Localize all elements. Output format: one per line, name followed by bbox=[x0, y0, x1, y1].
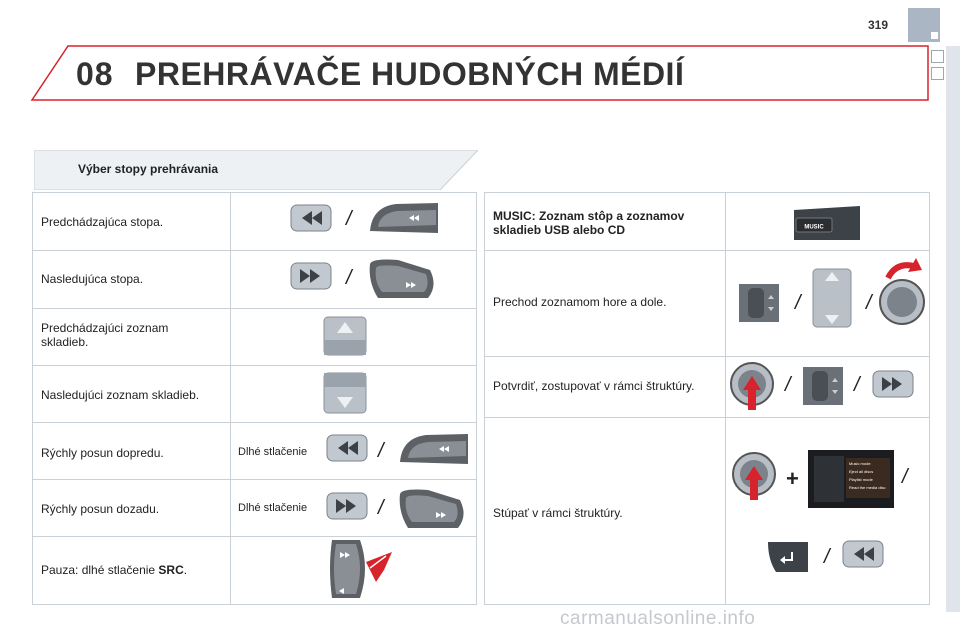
table-row bbox=[485, 193, 929, 251]
row-label: Nasledujúci zoznam skladieb. bbox=[41, 388, 200, 402]
side-index-box bbox=[931, 67, 944, 80]
row-label: Predchádzajúca stopa. bbox=[41, 215, 164, 229]
table-row bbox=[33, 309, 476, 366]
page-number: 319 bbox=[868, 18, 889, 32]
prev-button-icon bbox=[842, 540, 884, 568]
table-row bbox=[33, 537, 476, 605]
side-index-box bbox=[931, 50, 944, 63]
rotary-knob-press-icon bbox=[730, 452, 778, 502]
prev-button-icon bbox=[290, 204, 332, 232]
chapter-title: PREHRÁVAČE HUDOBNÝCH MÉDIÍ bbox=[135, 56, 685, 92]
slash-separator: / bbox=[346, 208, 352, 230]
table-row bbox=[485, 251, 929, 357]
down-arrow-button-icon bbox=[323, 372, 367, 414]
screen-menu-icon bbox=[808, 450, 894, 508]
thumbwheel-icon bbox=[738, 283, 780, 323]
slash-separator: / bbox=[785, 374, 791, 396]
side-tab-marker bbox=[931, 32, 938, 39]
watermark: carmanualsonline.info bbox=[560, 608, 756, 629]
left-table bbox=[32, 192, 477, 605]
steering-stalk-prev-icon bbox=[398, 432, 470, 466]
row-label: Potvrdiť, zostupovať v rámci štruktúry. bbox=[493, 379, 695, 393]
chapter-number: 08 bbox=[76, 56, 114, 92]
slash-separator: / bbox=[902, 466, 908, 488]
slash-separator: / bbox=[378, 497, 384, 519]
plus-separator: + bbox=[786, 466, 799, 491]
up-down-button-icon bbox=[812, 268, 852, 328]
prev-button-icon bbox=[326, 434, 368, 462]
section-title: Výber stopy prehrávania bbox=[78, 162, 219, 176]
rotary-knob-icon bbox=[878, 258, 926, 326]
slash-separator: / bbox=[378, 440, 384, 462]
slash-separator: / bbox=[795, 292, 801, 314]
menu-line: Music mode bbox=[849, 461, 871, 466]
steering-stalk-prev-icon bbox=[368, 201, 440, 235]
steering-stalk-next-icon bbox=[398, 486, 470, 530]
row-label: Pauza: dlhé stlačenie SRC. bbox=[41, 563, 188, 577]
slash-separator: / bbox=[854, 374, 860, 396]
row-label: Predchádzajúci zoznam skladieb. bbox=[41, 321, 169, 349]
steering-stalk-next-icon bbox=[368, 256, 440, 300]
next-button-icon bbox=[326, 492, 368, 520]
music-button-icon bbox=[792, 204, 862, 242]
menu-line: Playlist mode bbox=[849, 477, 873, 482]
back-button-icon bbox=[766, 540, 810, 574]
up-arrow-button-icon bbox=[323, 316, 367, 356]
row-label: Prechod zoznamom hore a dole. bbox=[493, 295, 667, 309]
long-press-note: Dlhé stlačenie bbox=[238, 502, 308, 514]
rotary-knob-press-icon bbox=[728, 362, 776, 412]
slash-separator: / bbox=[346, 267, 352, 289]
row-label: Stúpať v rámci štruktúry. bbox=[493, 506, 623, 520]
next-button-icon bbox=[290, 262, 332, 290]
thumbwheel-icon bbox=[802, 366, 844, 406]
table-row bbox=[485, 357, 929, 418]
table-row bbox=[485, 418, 929, 605]
row-label: Rýchly posun dozadu. bbox=[41, 502, 160, 516]
slash-separator: / bbox=[866, 292, 872, 314]
next-button-icon bbox=[872, 370, 914, 398]
side-strip bbox=[946, 46, 960, 612]
menu-line: Eject all discs bbox=[849, 469, 874, 474]
long-press-note: Dlhé stlačenie bbox=[238, 446, 308, 458]
steering-stalk-src-icon bbox=[326, 538, 396, 600]
slash-separator: / bbox=[824, 546, 830, 568]
row-label: MUSIC: Zoznam stôp a zoznamov skladieb USB alebo CD bbox=[493, 209, 685, 237]
menu-line: Read the media disc bbox=[849, 485, 886, 490]
table-row bbox=[33, 366, 476, 423]
row-label: Nasledujúca stopa. bbox=[41, 272, 144, 286]
svg-text:MUSIC: MUSIC bbox=[804, 224, 824, 231]
row-label: Rýchly posun dopredu. bbox=[41, 446, 164, 460]
